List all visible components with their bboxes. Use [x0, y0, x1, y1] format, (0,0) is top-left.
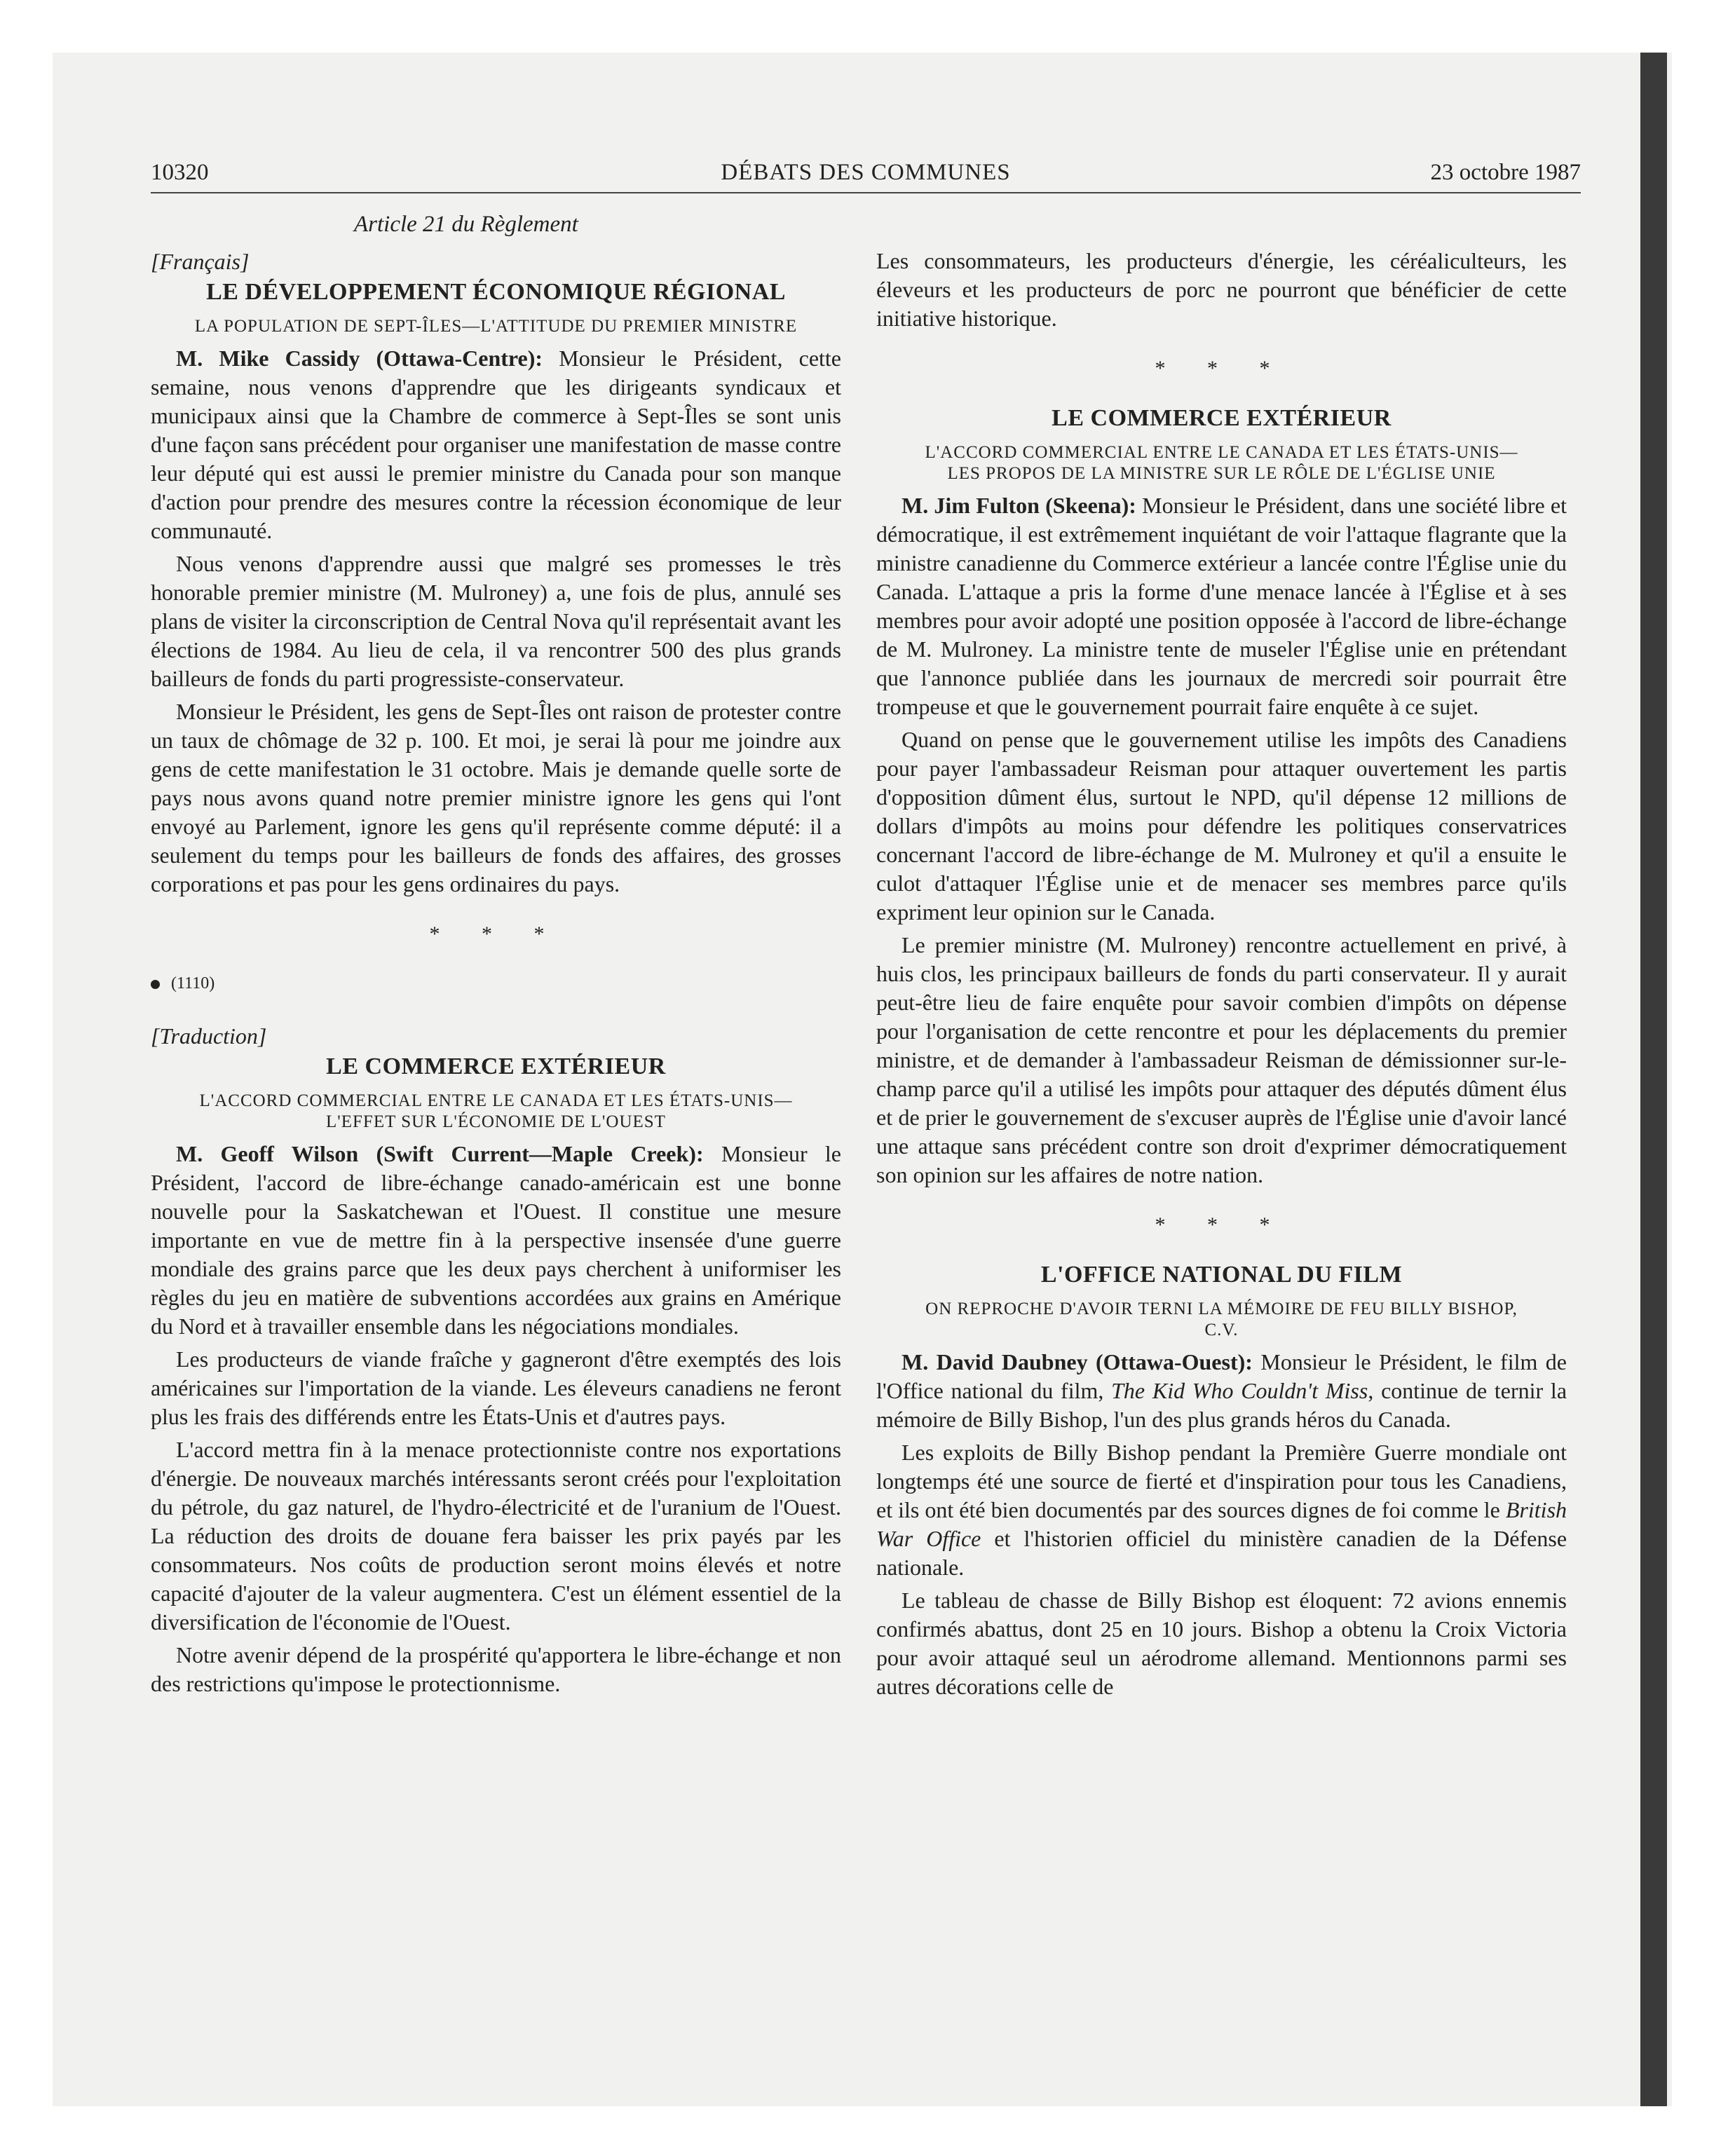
section-heading: L'OFFICE NATIONAL DU FILM [1040, 1262, 1403, 1288]
speaker-name: M. David Daubney (Ottawa-Ouest): [901, 1349, 1253, 1374]
paragraph: Les producteurs de viande fraîche y gagneront d'être exemptés des lois américaines sur l'importation de la viande. Les éleveurs canadiens ne feront plus les frais des différends entre les États-Unis et d'autres pays. [151, 1346, 841, 1429]
section-heading: LE DÉVELOPPEMENT ÉCONOMIQUE RÉGIONAL [206, 279, 786, 305]
paragraph-text: Monsieur le Président, l'accord de libre-échange canado-américain est une bonne nouvelle pour la Saskatchewan et l'Ouest. Il constitue une mesure importante en vue de mettre fin à la perspective insensée d'une guerre mondiale des grains parce que les deux pays cherchent à uniformiser les règles du jeu en matière de subventions accordées aux grains en Amérique du Nord et à travailler ensemble dans les négociations mondiales. [151, 1141, 842, 1339]
paragraph [151, 344, 841, 545]
publication-title: DÉBATS DES COMMUNES [721, 160, 1011, 185]
time-label: (1110) [171, 974, 215, 992]
paragraph [876, 491, 1567, 721]
paragraph: Le premier ministre (M. Mulroney) rencontre actuellement en privé, à huis clos, les principaux bailleurs de fonds du parti conservateur. Il y aurait peut-être lieu de faire enquête pour savoir combien d'impôts on dépense pour l'organisation de cette rencontre et pour les déplacements du premier ministre, et de demander à l'ambassadeur Reisman de démissionner sur-le-champ parce qu'il a utilisé les impôts pour attaquer des députés dûment élus et de prier le gouvernement de s'excuser auprès de l'Église unie d'avoir lancé une attaque sans précédent contre son droit d'exprimer démocratiquement son opinion sur les affaires de notre nation. [876, 932, 1567, 1187]
speaker-name: M. Geoff Wilson (Swift Current—Maple Creek): [176, 1141, 704, 1166]
paragraph-text: , continue de ternir la mémoire de Billy Bishop, l'un des plus grands héros du Canada. [876, 1378, 1567, 1432]
section-separator: * * * [1155, 357, 1288, 380]
office-name: British War Office [876, 1497, 1567, 1551]
page-number: 10320 [151, 160, 209, 185]
standing-order-heading: Article 21 du Règlement [354, 212, 578, 237]
page-header [151, 156, 1581, 193]
paragraph [876, 1348, 1567, 1434]
paragraph-text: Les exploits de Billy Bishop pendant la Première Guerre mondiale ont longtemps été une source de fierté et d'inspiration pour tous les Canadiens, et ils ont été bien documentés par des sources dignes de foi comme le [876, 1440, 1567, 1522]
paragraph: Notre avenir dépend de la prospérité qu'apportera le libre-échange et non des restrictions qu'impose le protectionnisme. [151, 1642, 841, 1696]
right-column [876, 247, 1567, 1705]
paragraph-text: Monsieur le Président, le film de l'Office national du film, [876, 1349, 1567, 1403]
language-tag: [Traduction] [151, 1023, 267, 1049]
paragraph: Quand on pense que le gouvernement utilise les impôts des Canadiens pour payer l'ambassadeur Reisman pour attaquer ouvertement les partis d'opposition dûment élus, surtout le NPD, qu'il dépense 12 millions de dollars d'impôts au moins pour défendre les politiques conservatrices concernant l'accord de libre-échange de M. Mulroney et qu'il a ensuite le culot d'attaquer l'Église unie et de menacer ses membres parce qu'ils expriment leur opinion sur le Canada. [876, 727, 1567, 925]
section-heading: LE COMMERCE EXTÉRIEUR [326, 1053, 666, 1079]
language-tag: [Français] [151, 249, 250, 274]
section-heading: LE COMMERCE EXTÉRIEUR [1052, 405, 1392, 431]
paragraph: Monsieur le Président, les gens de Sept-Îles ont raison de protester contre un taux de chômage de 32 p. 100. Et moi, je serai là pour me joindre aux gens de cette manifestation le 31 octobre. Mais je demande quelle sorte de pays nous avons quand notre premier ministre ignore les gens qui l'ont envoyé au Parlement, ignore les gens qu'il représente comme député: il a seulement du temps pour les bailleurs de fonds des affaires, des grosses corporations et pas pour les gens ordinaires du pays. [151, 699, 841, 896]
publication-date: 23 octobre 1987 [1430, 160, 1581, 185]
speaker-name: M. Jim Fulton (Skeena): [901, 493, 1136, 518]
section-subheading: L'ACCORD COMMERCIAL ENTRE LE CANADA ET LES ÉTATS-UNIS—LES PROPOS DE LA MINISTRE SUR LE RÔLE DE L'ÉGLISE UNIE [925, 443, 1518, 483]
paragraph-text: et l'historien officiel du ministère canadien de la Défense nationale. [876, 1526, 1567, 1580]
paragraph [151, 1140, 841, 1341]
paragraph-text: Monsieur le Président, cette semaine, nous venons d'apprendre que les dirigeants syndicaux et municipaux ainsi que la Chambre de commerce à Sept-Îles se sont unis d'une façon sans précédent pour organiser une manifestation de masse contre leur député qui est aussi le premier ministre du Canada pour son manque d'action pour prendre des mesures contre la récession économique de leur communauté. [151, 346, 842, 543]
bullet-icon [151, 980, 160, 989]
paragraph [876, 1438, 1567, 1582]
section-subheading: L'ACCORD COMMERCIAL ENTRE LE CANADA ET LES ÉTATS-UNIS—L'EFFET SUR L'ÉCONOMIE DE L'OUEST [199, 1091, 793, 1131]
time-marker [151, 969, 841, 998]
film-title: The Kid Who Couldn't Miss [1111, 1378, 1368, 1403]
paragraph: L'accord mettra fin à la menace protectionniste contre nos exportations d'énergie. De nouveaux marchés intéressants seront créés pour l'exploitation du pétrole, du gaz naturel, de l'hydro-électricité et de l'uranium de l'Ouest. La réduction des droits de douane fera baisser les prix payés par les consommateurs. Nos coûts de production seront moins élevés et notre capacité d'ajouter de la valeur augmentera. C'est un élément essentiel de la diversification de l'économie de l'Ouest. [151, 1437, 841, 1635]
section-subheading: LA POPULATION DE SEPT-ÎLES—L'ATTITUDE DU PREMIER MINISTRE [194, 317, 798, 336]
paragraph: Nous venons d'apprendre aussi que malgré ses promesses le très honorable premier ministre (M. Mulroney) a, une fois de plus, annulé ses plans de visiter la circonscription de Central Nova qu'il représentait avant les élections de 1984. Au lieu de cela, il va rencontrer 500 des plus grands bailleurs de fonds du parti progressiste-conservateur. [151, 551, 841, 691]
speaker-name: M. Mike Cassidy (Ottawa-Centre): [176, 346, 543, 371]
paragraph: Le tableau de chasse de Billy Bishop est éloquent: 72 avions ennemis confirmés abattus, dont 25 en 10 jours. Bishop a obtenu la Croix Victoria pour avoir attaqué seul un aérodrome allemand. Mentionnons parmi ses autres décorations celle de [876, 1588, 1567, 1699]
left-column [151, 210, 841, 1703]
section-subheading: ON REPROCHE D'AVOIR TERNI LA MÉMOIRE DE FEU BILLY BISHOP, C.V. [925, 1299, 1518, 1339]
binding-edge [1640, 53, 1667, 2106]
paragraph: Les consommateurs, les producteurs d'énergie, les céréaliculteurs, les éleveurs et les producteurs de porc ne pourront que bénéficier de cette initiative historique. [876, 248, 1567, 331]
paragraph-text: Monsieur le Président, dans une société libre et démocratique, il est extrêmement inquiétant de voir l'attaque flagrante que la ministre canadienne du Commerce extérieur a lancée contre l'Église unie du Canada. L'attaque a pris la forme d'une menace lancée à l'Église et à ses membres pour avoir adopté une position opposée à l'accord de libre-échange de M. Mulroney. La ministre tente de museler l'Église unie en prétendant que l'annonce publiée dans les journaux de mercredi soir pourrait être trompeuse et que le gouvernement pourrait faire enquête à ce sujet. [876, 493, 1567, 719]
section-separator: * * * [1155, 1213, 1288, 1236]
section-separator: * * * [429, 922, 563, 946]
